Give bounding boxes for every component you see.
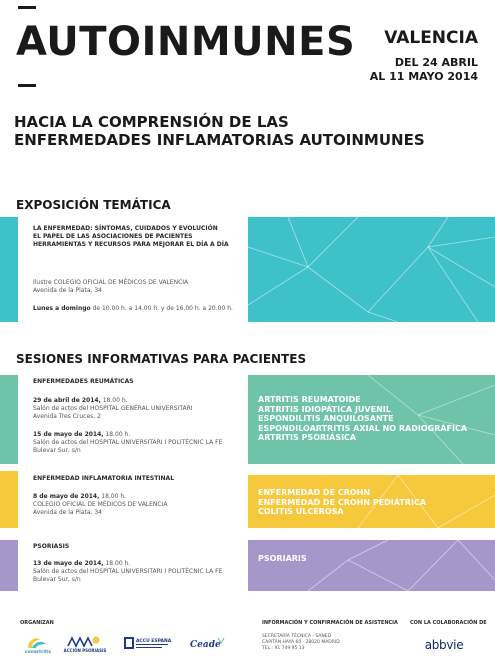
topic-3: HERRAMIENTAS Y RECURSOS PARA MEJORAR EL DÍA A DÍA — [33, 241, 229, 248]
reumaticas-title: ENFERMEDADES REUMÁTICAS — [33, 378, 134, 385]
abbvie-logo — [414, 634, 474, 656]
intestinal-title: ENFERMEDAD INFLAMATORIA INTESTINAL — [33, 475, 175, 482]
schedule-hours: de 10.00 h. a 14.00 h. y de 16.00 h. a 20.00 h. — [90, 305, 233, 312]
conartritis-icon — [18, 632, 58, 654]
intestinal-stripe — [0, 471, 18, 528]
psoriasis-item: PSORIARIS — [258, 554, 307, 563]
ceade-logo — [188, 632, 228, 654]
exposicion-panel — [248, 217, 495, 322]
psoriasis-pattern — [248, 540, 495, 591]
session-place: COLEGIO OFICIAL DE MÉDICOS DE VALENCIA — [33, 501, 168, 508]
reumaticas-item: ESPONDILITIS ANQUILOSANTE — [258, 414, 394, 423]
top-dash — [18, 6, 36, 9]
ceade-text: Ceade — [190, 640, 221, 650]
session-place: Salón de actos del HOSPITAL GENERAL UNIVERSITARI — [33, 405, 193, 412]
session-place: Salón de actos del HOSPITAL UNIVERSITARI I POLITÈCNIC LA FE — [33, 439, 223, 446]
info-contact — [262, 634, 340, 652]
venue-line-2: Avenida de la Plata, 34 — [33, 287, 102, 294]
session-time: 18.00 h. — [99, 493, 127, 500]
accu-text: ACCU ESPAÑA — [136, 639, 172, 644]
date-line-1: DEL 24 ABRIL — [394, 56, 478, 69]
reumaticas-item: ARTRITIS REUMATOIDE — [258, 395, 361, 404]
session-time: 18.00 h. — [103, 431, 131, 438]
psoriasis-list — [258, 554, 307, 564]
session-time: 18.00 h. — [103, 560, 131, 567]
topic-1: LA ENFERMEDAD: SÍNTOMAS, CUIDADOS Y EVOLUCIÓN — [33, 225, 218, 232]
reumaticas-item: ESPONDILOARTRITIS AXIAL NO RADIOGRÁFICA — [258, 423, 468, 433]
info-line-2: CAPITÁN HAYA 60 · 28020 MADRID — [262, 640, 340, 645]
psoriasis-session-1 — [33, 560, 222, 584]
reumaticas-row — [0, 375, 495, 464]
subtitle-line-1: HACIA LA COMPRENSIÓN DE LAS — [14, 113, 289, 131]
intestinal-title-wrap — [33, 475, 174, 483]
session-date: 29 de abril de 2014, — [33, 397, 101, 404]
subtitle-line-2: ENFERMEDADES INFLAMATORIAS AUTOINMUNES — [14, 131, 425, 149]
info-line-1: SECRETARÍA TÉCNICA - SANED — [262, 634, 332, 639]
exposicion-topics — [33, 225, 229, 249]
topic-2: EL PAPEL DE LAS ASOCIACIONES DE PACIENTES — [33, 233, 193, 240]
schedule-days: Lunes a domingo — [33, 305, 91, 312]
exposicion-venue — [33, 279, 188, 295]
intestinal-list — [258, 488, 426, 517]
intestinal-item: COLITIS ULCEROSA — [258, 507, 344, 516]
organizan-label: ORGANIZAN — [20, 620, 54, 626]
exposicion-pattern — [248, 217, 495, 322]
session-address: Bulevar Sur, s/n — [33, 447, 81, 454]
intestinal-item: ENFERMEDAD DE CROHN — [258, 488, 371, 497]
session-address: Avenida de la Plata, 34 — [33, 509, 102, 516]
info-line-3: TEL.: 91 749 95 13 — [262, 646, 305, 651]
session-date: 15 de mayo de 2014, — [33, 431, 104, 438]
reumaticas-stripe — [0, 375, 18, 464]
session-place: Salón de actos del HOSPITAL UNIVERSITARI I POLITÈCNIC LA FE — [33, 568, 223, 575]
psoriasis-stripe — [0, 540, 18, 591]
accu-logo — [122, 632, 172, 654]
intestinal-row — [0, 471, 495, 528]
reumaticas-panel — [248, 375, 495, 464]
city-label: VALENCIA — [384, 28, 478, 48]
intestinal-panel — [248, 475, 495, 528]
exposicion-row — [0, 217, 495, 322]
accion-psoriasis-text: ACCIÓN PSORIASIS — [63, 648, 107, 653]
reumaticas-item: ARTRITIS IDIOPÁTICA JUVENIL — [258, 404, 391, 414]
abbvie-text: abbvie — [424, 638, 464, 652]
page-title: AUTOINMUNES — [16, 19, 356, 65]
psoriasis-row — [0, 540, 495, 591]
accion-psoriasis-logo — [62, 632, 108, 654]
info-label: INFORMACIÓN Y CONFIRMACIÓN DE ASISTENCIA — [262, 620, 398, 626]
date-range — [370, 56, 478, 84]
reumaticas-title-wrap — [33, 378, 134, 386]
colab-label: CON LA COLABORACIÓN DE — [410, 620, 487, 626]
bottom-dash — [18, 84, 36, 87]
session-address: Avenida Tres Cruces, 2 — [33, 413, 101, 420]
session-date: 8 de mayo de 2014, — [33, 493, 100, 500]
exposicion-heading: EXPOSICIÓN TEMÁTICA — [16, 198, 171, 212]
intestinal-item: ENFERMEDAD DE CROHN PEDIÁTRICA — [258, 497, 427, 507]
conartritis-text: conartritis — [24, 650, 52, 654]
reumaticas-session-1 — [33, 397, 193, 421]
exposicion-schedule — [33, 305, 233, 313]
accu-icon — [122, 632, 172, 654]
ceade-icon — [188, 632, 228, 654]
exposicion-stripe — [0, 217, 18, 322]
date-line-2: AL 11 MAYO 2014 — [369, 70, 478, 83]
conartritis-logo — [18, 632, 58, 654]
sesiones-heading: SESIONES INFORMATIVAS PARA PACIENTES — [16, 352, 307, 366]
session-date: 13 de mayo de 2014, — [33, 560, 104, 567]
psoriasis-title: PSORIASIS — [33, 543, 70, 550]
psoriasis-panel — [248, 540, 495, 591]
venue-line-1: Ilustre COLEGIO OFICIAL DE MÉDICOS DE VALENCIA — [33, 279, 189, 286]
reumaticas-session-2 — [33, 431, 222, 455]
intestinal-session-1 — [33, 493, 167, 517]
subtitle — [14, 113, 425, 149]
accion-psoriasis-icon — [62, 632, 108, 654]
reumaticas-item: ARTRITIS PSORIÁSICA — [258, 433, 357, 442]
psoriasis-title-wrap — [33, 543, 69, 551]
session-address: Bulevar Sur, s/n — [33, 576, 81, 583]
session-time: 18.00 h. — [100, 397, 128, 404]
reumaticas-list — [258, 395, 467, 443]
